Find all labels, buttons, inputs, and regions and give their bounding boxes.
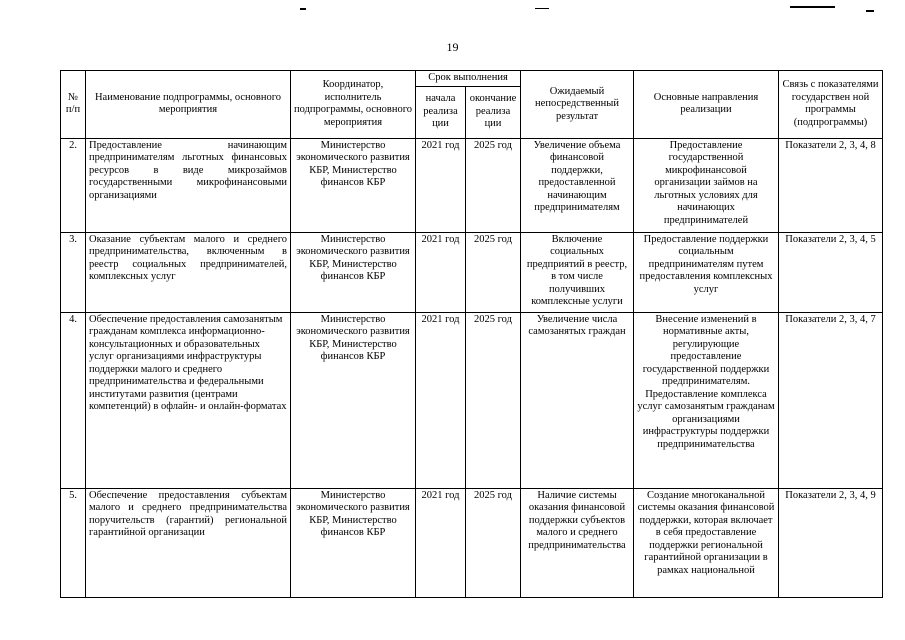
- row-start: 2021 год: [416, 138, 466, 232]
- row-coordinator: Министерство экономического развития КБР, Министерство финансов КБР: [291, 312, 416, 488]
- row-link: Показатели 2, 3, 4, 9: [779, 488, 883, 597]
- header-end: окончание реализа ции: [466, 86, 521, 138]
- row-directions: Внесение изменений в нормативные акты, регулирующие предоставление государственной поддержки предпринимателям. Предоставление комплекса услуг самозанятым гражданам организациями инфраструктуры поддержки предпринимательства: [634, 312, 779, 488]
- table-row: [61, 232, 883, 312]
- row-result: Включение социальных предприятий в реестр, в том числе получивших комплексные услуги: [521, 232, 634, 312]
- header-directions: Основные направления реализации: [634, 71, 779, 139]
- table-row: [61, 312, 883, 488]
- scan-artifact: [790, 6, 835, 8]
- row-directions: Создание многоканальной системы оказания финансовой поддержки, которая включает в себя предоставление поддержки региональной гарантийной организации в рамках национальной: [634, 488, 779, 597]
- scan-artifact: [535, 8, 549, 9]
- header-link: Связь с показателями государствен ной программы (подпрограммы): [779, 71, 883, 139]
- program-table: [60, 70, 883, 598]
- row-end: 2025 год: [466, 232, 521, 312]
- header-start: начала реализа ции: [416, 86, 466, 138]
- row-end: 2025 год: [466, 488, 521, 597]
- row-coordinator: Министерство экономического развития КБР, Министерство финансов КБР: [291, 232, 416, 312]
- row-directions: Предоставление поддержки социальным предпринимателям путем предоставления комплексных услуг: [634, 232, 779, 312]
- row-name: Предоставление начинающим предпринимателям льготных финансовых ресурсов в виде микрозаймов государственными микрофинансовыми организациями: [86, 138, 291, 232]
- row-num: 3.: [61, 232, 86, 312]
- table-row: [61, 138, 883, 232]
- row-result: Наличие системы оказания финансовой поддержки субъектов малого и среднего предпринимательства: [521, 488, 634, 597]
- row-start: 2021 год: [416, 232, 466, 312]
- header-coordinator: Координатор, исполнитель подпрограммы, основного мероприятия: [291, 71, 416, 139]
- header-name: Наименование подпрограммы, основного мероприятия: [86, 71, 291, 139]
- row-result: Увеличение числа самозанятых граждан: [521, 312, 634, 488]
- row-link: Показатели 2, 3, 4, 7: [779, 312, 883, 488]
- row-coordinator: Министерство экономического развития КБР, Министерство финансов КБР: [291, 138, 416, 232]
- header-num: № п/п: [61, 71, 86, 139]
- page-number: 19: [446, 40, 459, 54]
- row-link: Показатели 2, 3, 4, 8: [779, 138, 883, 232]
- row-num: 2.: [61, 138, 86, 232]
- header-period: Срок выполнения: [416, 71, 521, 87]
- row-name: Оказание субъектам малого и среднего предпринимательства, включенным в реестр социальных предпринимателей, комплексных услуг: [86, 232, 291, 312]
- row-num: 5.: [61, 488, 86, 597]
- row-result: Увеличение объема финансовой поддержки, предоставленной начинающим предпринимателям: [521, 138, 634, 232]
- row-num: 4.: [61, 312, 86, 488]
- row-end: 2025 год: [466, 138, 521, 232]
- row-link: Показатели 2, 3, 4, 5: [779, 232, 883, 312]
- scan-artifact: [866, 10, 874, 12]
- row-start: 2021 год: [416, 488, 466, 597]
- table-row: [61, 488, 883, 597]
- row-name: Обеспечение предоставления субъектам малого и среднего предпринимательства поручительств (гарантий) региональной гарантийной организации: [86, 488, 291, 597]
- scan-artifact: [300, 8, 306, 10]
- header-result: Ожидаемый непосредственный результат: [521, 71, 634, 139]
- row-name: Обеспечение предоставления самозанятым гражданам комплекса информационно-консультационных и образовательных услуг организациями инфраструктуры поддержки малого и среднего предпринимательства и федеральными институтами развития (центрами компетенций) в офлайн- и онлайн-форматах: [86, 312, 291, 488]
- row-directions: Предоставление государственной микрофинансовой организации займов на льготных условиях для начинающих предпринимателей: [634, 138, 779, 232]
- row-start: 2021 год: [416, 312, 466, 488]
- row-end: 2025 год: [466, 312, 521, 488]
- row-coordinator: Министерство экономического развития КБР, Министерство финансов КБР: [291, 488, 416, 597]
